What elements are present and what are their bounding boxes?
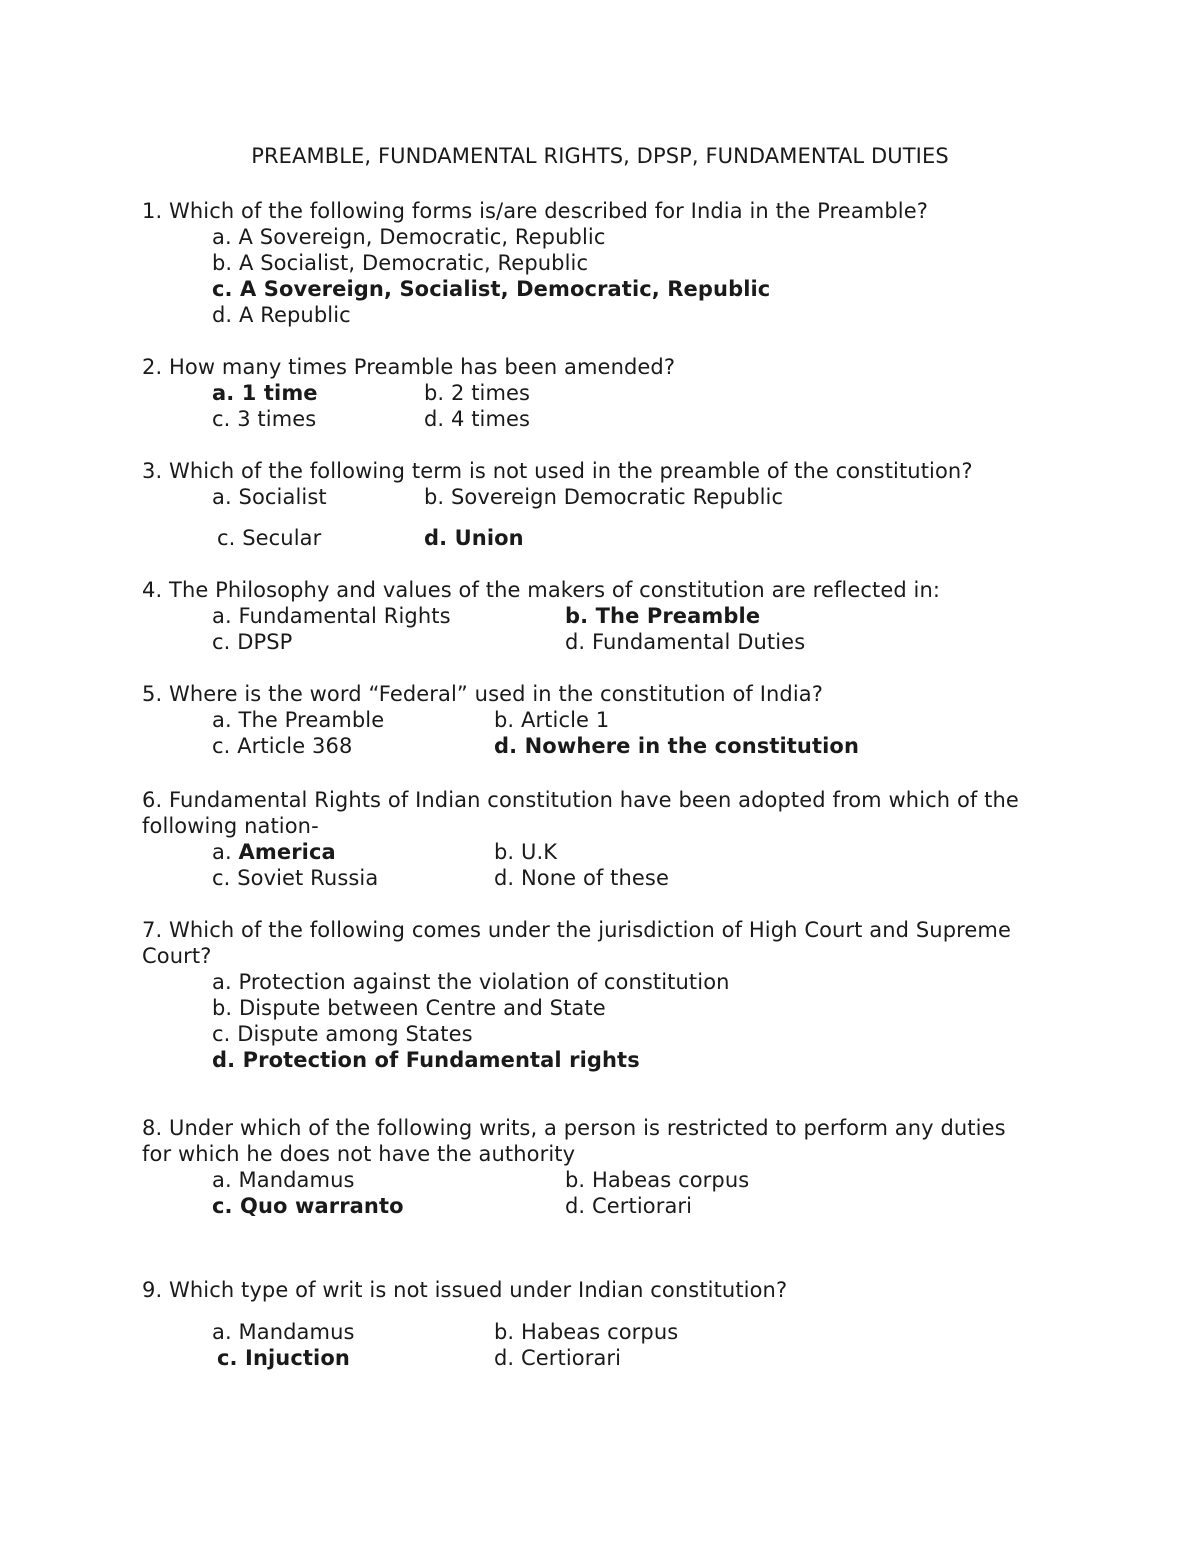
q3-option-d-answer: d. Union (424, 526, 524, 550)
q5-option-d-answer: d. Nowhere in the constitution (494, 734, 859, 758)
q6-option-a-prefix: a. (212, 840, 239, 864)
page-title: PREAMBLE, FUNDAMENTAL RIGHTS, DPSP, FUNDAMENTAL DUTIES (251, 144, 949, 168)
q5-option-b: b. Article 1 (494, 708, 610, 732)
question-6-line-1: 6. Fundamental Rights of Indian constitution have been adopted from which of the (142, 788, 1019, 812)
q3-option-a: a. Socialist (212, 485, 327, 509)
q2-option-c: c. 3 times (212, 407, 317, 431)
q2-option-b: b. 2 times (424, 381, 531, 405)
q4-option-d: d. Fundamental Duties (565, 630, 806, 654)
question-6-line-2: following nation- (142, 814, 319, 838)
q6-option-a-answer: America (238, 840, 336, 864)
q8-option-c-answer: c. Quo warranto (212, 1194, 404, 1218)
q6-option-b: b. U.K (494, 840, 558, 864)
q5-option-a: a. The Preamble (212, 708, 385, 732)
q9-option-c-answer: c. Injuction (217, 1346, 350, 1370)
question-5: 5. Where is the word “Federal” used in the constitution of India? (142, 682, 823, 706)
q1-option-d: d. A Republic (212, 303, 351, 327)
q6-option-a (212, 839, 336, 865)
q7-option-b: b. Dispute between Centre and State (212, 996, 606, 1020)
q7-option-a: a. Protection against the violation of constitution (212, 970, 730, 994)
q1-option-c-answer: c. A Sovereign, Socialist, Democratic, Republic (212, 277, 771, 301)
q8-option-b: b. Habeas corpus (565, 1168, 750, 1192)
q4-option-a: a. Fundamental Rights (212, 604, 451, 628)
q8-option-a: a. Mandamus (212, 1168, 355, 1192)
q1-option-b: b. A Socialist, Democratic, Republic (212, 251, 589, 275)
q6-option-d: d. None of these (494, 866, 669, 890)
question-9: 9. Which type of writ is not issued under Indian constitution? (142, 1278, 788, 1302)
question-8-line-1: 8. Under which of the following writs, a person is restricted to perform any duties (142, 1116, 1006, 1140)
q6-option-c: c. Soviet Russia (212, 866, 379, 890)
q9-option-d: d. Certiorari (494, 1346, 622, 1370)
question-7-line-1: 7. Which of the following comes under the jurisdiction of High Court and Supreme (142, 918, 1011, 942)
q4-option-c: c. DPSP (212, 630, 293, 654)
q9-option-b: b. Habeas corpus (494, 1320, 679, 1344)
q2-option-d: d. 4 times (424, 407, 531, 431)
q3-option-c: c. Secular (217, 526, 322, 550)
question-3: 3. Which of the following term is not used in the preamble of the constitution? (142, 459, 973, 483)
q3-option-b: b. Sovereign Democratic Republic (424, 485, 784, 509)
q1-option-a: a. A Sovereign, Democratic, Republic (212, 225, 606, 249)
q7-option-d-answer: d. Protection of Fundamental rights (212, 1048, 640, 1072)
question-4: 4. The Philosophy and values of the makers of constitution are reflected in: (142, 578, 941, 602)
question-8-line-2: for which he does not have the authority (142, 1142, 576, 1166)
question-7-line-2: Court? (142, 944, 212, 968)
question-1: 1. Which of the following forms is/are described for India in the Preamble? (142, 199, 928, 223)
q7-option-c: c. Dispute among States (212, 1022, 473, 1046)
q5-option-c: c. Article 368 (212, 734, 353, 758)
q2-option-a-answer: a. 1 time (212, 381, 318, 405)
q8-option-d: d. Certiorari (565, 1194, 693, 1218)
q4-option-b-answer: b. The Preamble (565, 604, 761, 628)
q9-option-a: a. Mandamus (212, 1320, 355, 1344)
question-2: 2. How many times Preamble has been amended? (142, 355, 676, 379)
